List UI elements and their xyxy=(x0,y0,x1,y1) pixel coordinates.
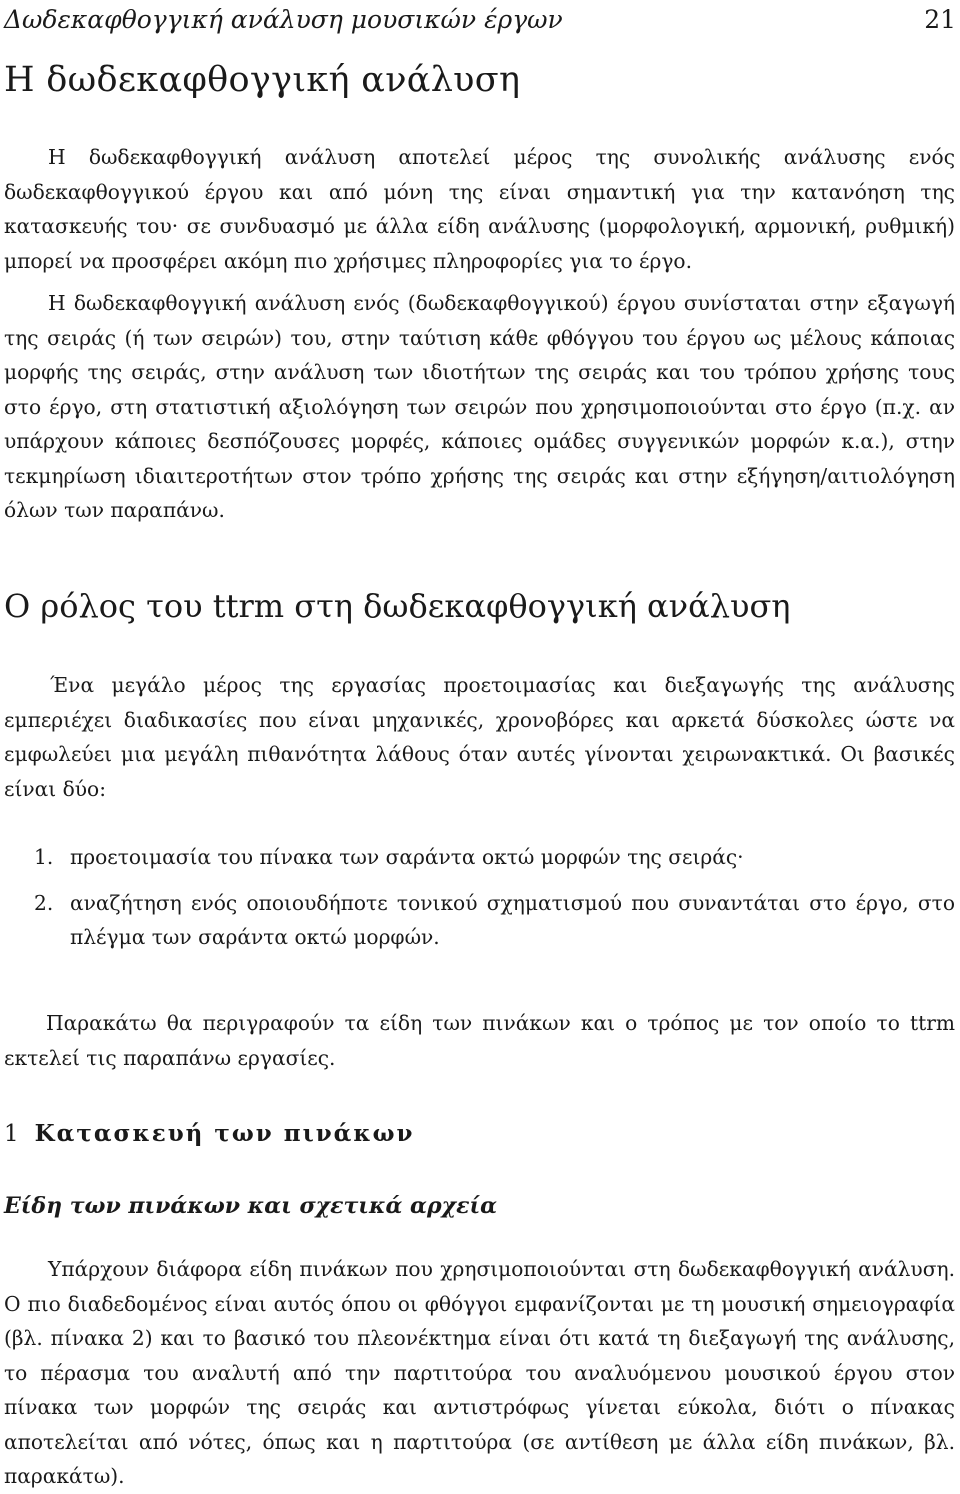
section1-paragraph-1: Υπάρχουν διάφορα είδη πινάκων που χρησιμοποιούνται στη δωδεκαφθογγική ανάλυση. Ο πιο διαδεδομένος είναι αυτός όπου οι φθόγγοι εμφανίζονται με τη μουσική σημειογραφία (βλ. πίνακα 2) και το βασικό του πλεονέκτημα είναι ότι κατά τη διεξαγωγή της ανάλυσης, το πέρασμα του αναλυτή από την παρτιτούρα του αναλυόμενου μουσικού έργου στον πίνακα των μορφών της σειράς και αντιστρόφως γίνεται εύκολα, διότι ο πίνακας αποτελείται από νότες, όπως και η παρτιτούρα (σε αντίθεση με άλλα είδη πινάκων, βλ. παρακάτω). xyxy=(4,1257,955,1488)
page-number: 21 xyxy=(924,5,956,34)
section-title-role: Ο ρόλος του ttrm στη δωδεκαφθογγική ανάλυση xyxy=(4,587,791,625)
role-paragraph-2: Παρακάτω θα περιγραφούν τα είδη των πινάκων και ο τρόπος με τον οποίο το ttrm εκτελεί τις παραπάνω εργασίες. xyxy=(4,1011,955,1070)
list-item-text: προετοιμασία του πίνακα των σαράντα οκτώ μορφών της σειράς· xyxy=(70,845,744,869)
list-item-text: αναζήτηση ενός οποιουδήποτε τονικού σχηματισμού που συναντάται στο έργο, στο πλέγμα των σαράντα οκτώ μορφών. xyxy=(70,890,955,949)
subsection-number: 1 xyxy=(4,1121,19,1147)
role-paragraph-1: Ένα μεγάλο μέρος της εργασίας προετοιμασίας και διεξαγωγής της ανάλυσης εμπεριέχει διαδικασίες που είναι μηχανικές, χρονοβόρες και αρκετά δύσκολες ώστε να εμφωλεύει μια μεγάλη πιθανότητα λάθους όταν αυτές γίνονται χειρωνακτικά. Οι βασικές είναι δύο: xyxy=(4,673,955,801)
intro-paragraph-2: Η δωδεκαφθογγική ανάλυση ενός (δωδεκαφθογγικού) έργου συνίσταται στην εξαγωγή της σειράς (ή των σειρών) του, στην ταύτιση κάθε φθόγγου του έργου ως μέλους κάποιας μορφής της σειράς, στην ανάλυση των ιδιοτήτων της σειράς και του τρόπου χρήσης τους στο έργο, στη στατιστική αξιολόγηση των σειρών που χρησιμοποιούνται στο έργο (π.χ. αν υπάρχουν κάποιες δεσπόζουσες μορφές, κάποιες ομάδες συγγενικών μορφών κ.α.), στην τεκμηρίωση ιδιαιτεροτήτων στον τρόπο χρήσης της σειράς και στην εξήγηση/αιτιολόγηση όλων των παραπάνω. xyxy=(4,291,955,522)
paragraph-heading: Είδη των πινάκων και σχετικά αρχεία xyxy=(4,1193,498,1219)
list-item xyxy=(4,886,955,955)
running-title: Δωδεκαφθογγική ανάλυση μουσικών έργων xyxy=(4,5,563,34)
subsection-title-text: Κατασκευή των πινάκων xyxy=(34,1120,415,1147)
list-item-number: 1. xyxy=(34,845,54,869)
running-header xyxy=(4,2,956,38)
intro-paragraph-1: Η δωδεκαφθογγική ανάλυση αποτελεί μέρος της συνολικής ανάλυσης ενός δωδεκαφθογγικού έργου και από μόνη της είναι σημαντική για την κατανόηση της κατασκευής του· σε συνδυασμό με άλλα είδη ανάλυσης (μορφολογική, αρμονική, ρυθμική) μπορεί να προσφέρει ακόμη πιο χρήσιμες πληροφορίες για το έργο. xyxy=(4,145,955,273)
list-item-number: 2. xyxy=(34,890,54,915)
task-list xyxy=(4,840,955,955)
list-item xyxy=(4,840,955,875)
chapter-title: Η δωδεκαφθογγική ανάλυση xyxy=(4,60,521,100)
subsection-title xyxy=(4,1116,414,1152)
